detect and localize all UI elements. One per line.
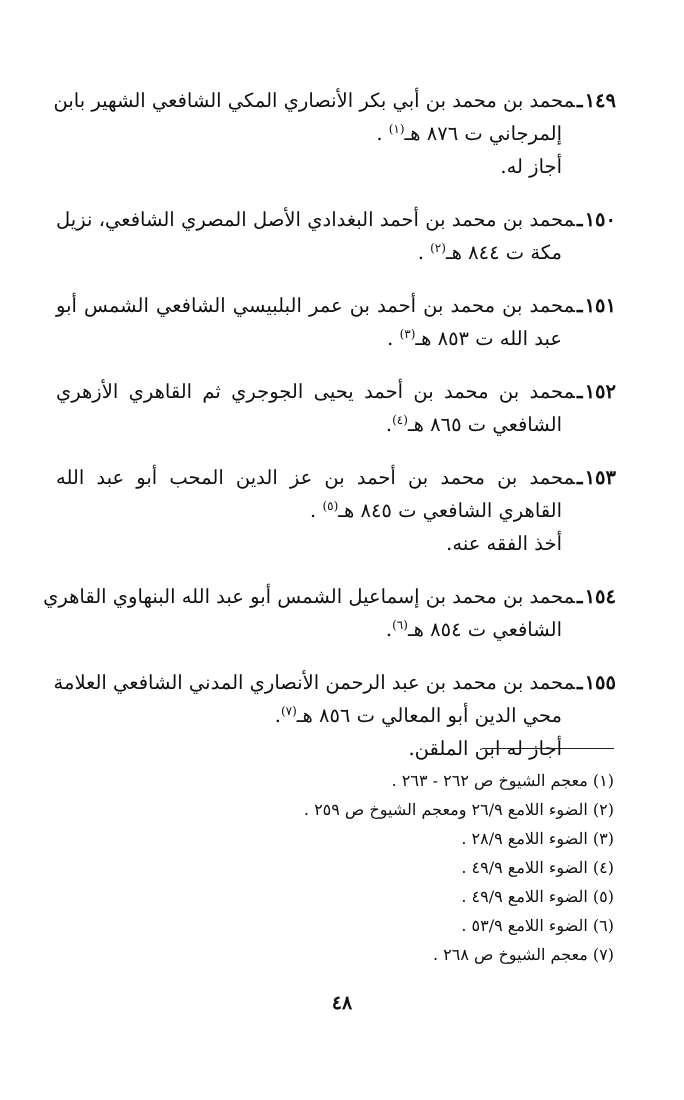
footnote-1: (١) معجم الشيوخ ص ٢٦٢ - ٢٦٣ . [391, 771, 614, 790]
entry-154 [43, 580, 616, 646]
entry-151 [56, 289, 616, 355]
entry-note: أجاز له. [500, 155, 562, 178]
entry-first-line: ١٥٣ـمحمد بن محمد بن أحمد بن عز الدين المحب أبو عبد الله [56, 466, 616, 489]
entry-text-line1: محمد بن محمد بن إسماعيل الشمس أبو عبد الله البنهاوي القاهري [43, 585, 575, 608]
entry-line-end: . [310, 499, 323, 522]
entry-first-line: ١٥١ـمحمد بن محمد بن أحمد بن عمر البلبيسي الشافعي الشمس أبو [56, 294, 616, 317]
entry-second-line [56, 613, 616, 646]
entry-text-line2: عبد الله ت ٨٥٣ هـ [415, 327, 562, 350]
entry-second-line [56, 699, 616, 732]
entry-155 [53, 666, 616, 765]
footnotes [114, 766, 614, 969]
entry-text-line1: محمد بن محمد بن أحمد بن عمر البلبيسي الشافعي الشمس أبو [56, 294, 575, 317]
book-page-body [43, 84, 616, 785]
footnote-ref[interactable]: (٧) [280, 704, 297, 718]
entry-first-line: ١٥٠ـمحمد بن محمد بن أحمد البغدادي الأصل المصري الشافعي، نزيل [56, 208, 616, 231]
entry-number: ١٥٢ [584, 380, 616, 403]
footnote-ref[interactable]: (٣) [399, 327, 416, 341]
entry-text-line2: محي الدين أبو المعالي ت ٨٥٦ هـ [296, 704, 562, 727]
page-number: ٤٨ [331, 992, 353, 1014]
entry-line-end: . [385, 618, 393, 641]
entry-first-line: ١٥٤ـمحمد بن محمد بن إسماعيل الشمس أبو عبد الله البنهاوي القاهري [43, 585, 616, 608]
entry-note: أخذ الفقه عنه. [446, 532, 562, 555]
entry-text-line2: مكة ت ٨٤٤ هـ [445, 241, 562, 264]
entry-number: ١٥٠ [584, 208, 616, 231]
entry-149 [53, 84, 616, 183]
footnote-5: (٥) الضوء اللامع ٤٩/٩ . [461, 887, 614, 906]
footnote-6: (٦) الضوء اللامع ٥٣/٩ . [461, 916, 614, 935]
entry-second-line [56, 494, 616, 527]
entry-text-line2: الشافعي ت ٨٦٥ هـ [407, 413, 562, 436]
entry-152 [56, 375, 616, 441]
entry-text-line1: محمد بن محمد بن أبي بكر الأنصاري المكي الشافعي الشهير بابن [53, 89, 575, 112]
footnote-separator [482, 748, 614, 749]
entry-number: ١٥٥ [584, 671, 616, 694]
entry-text-line2: القاهري الشافعي ت ٨٤٥ هـ [338, 499, 562, 522]
entry-text-line2: إلمرجاني ت ٨٧٦ هـ [404, 122, 562, 145]
entry-number: ١٥١ [584, 294, 616, 317]
footnote-4: (٤) الضوء اللامع ٤٩/٩ . [461, 858, 614, 877]
entry-second-line [56, 322, 616, 355]
entry-line-end: . [376, 122, 389, 145]
footnote-7: (٧) معجم الشيوخ ص ٢٦٨ . [432, 945, 614, 964]
entry-text-line2: الشافعي ت ٨٥٤ هـ [407, 618, 562, 641]
entry-number: ١٤٩ [584, 89, 616, 112]
footnote-3: (٣) الضوء اللامع ٢٨/٩ . [461, 829, 614, 848]
entry-number: ١٥٤ [584, 585, 616, 608]
entry-first-line: ١٥٢ـمحمد بن محمد بن أحمد يحيى الجوجري ثم القاهري الأزهري [56, 380, 616, 403]
entry-second-line [56, 408, 616, 441]
footnote-ref[interactable]: (٦) [392, 618, 408, 632]
footnote-ref[interactable]: (٢) [430, 241, 446, 255]
entry-second-line [56, 236, 616, 269]
footnote-ref[interactable]: (٥) [322, 499, 339, 513]
entry-first-line: ١٤٩ـمحمد بن محمد بن أبي بكر الأنصاري المكي الشافعي الشهير بابن [53, 89, 616, 112]
entry-150 [56, 203, 616, 269]
entry-second-line [56, 117, 616, 150]
entry-text-line1: محمد بن محمد بن أحمد بن عز الدين المحب أبو عبد الله [56, 466, 575, 489]
entry-text-line1: محمد بن محمد بن أحمد يحيى الجوجري ثم القاهري الأزهري [56, 380, 575, 403]
footnote-2: (٢) الضوء اللامع ٢٦/٩ ومعجم الشيوخ ص ٢٥٩ . [303, 800, 614, 819]
entry-line-end: . [385, 413, 393, 436]
entry-first-line: ١٥٥ـمحمد بن محمد بن عبد الرحمن الأنصاري المدني الشافعي العلامة [53, 671, 616, 694]
entry-number: ١٥٣ [584, 466, 616, 489]
entry-text-line1: محمد بن محمد بن أحمد البغدادي الأصل المصري الشافعي، نزيل [56, 208, 575, 231]
footnote-ref[interactable]: (١) [388, 122, 405, 136]
entry-text-line1: محمد بن محمد بن عبد الرحمن الأنصاري المدني الشافعي العلامة [53, 671, 575, 694]
entry-note: أجاز له ابن الملقن. [408, 737, 562, 760]
footnote-ref[interactable]: (٤) [392, 413, 408, 427]
entry-line-end: . [387, 327, 400, 350]
entry-line-end: . [417, 241, 431, 264]
entry-line-end: . [274, 704, 281, 727]
entry-153 [56, 461, 616, 560]
